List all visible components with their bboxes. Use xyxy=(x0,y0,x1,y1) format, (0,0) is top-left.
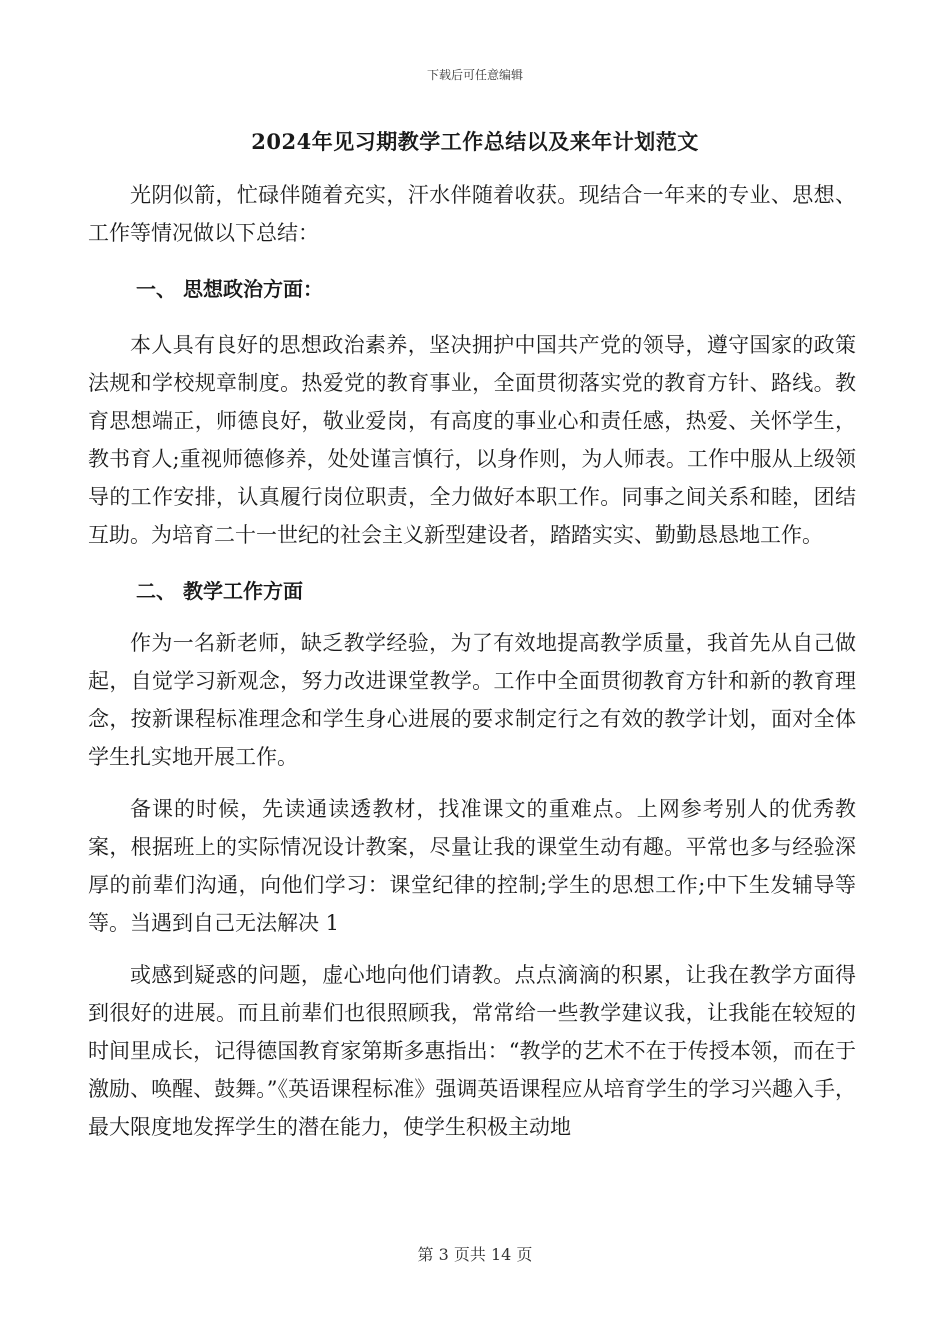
section2-paragraph-1: 作为一名新老师，缺乏教学经验，为了有效地提高教学质量，我首先从自己做起，自觉学习新观念，努力改进课堂教学。工作中全面贯彻教育方针和新的教育理念，按新课程标准理念和学生身心进展的要求制定行之有效的教学计划，面对全体学生扎实地开展工作。 xyxy=(88,631,856,769)
page-header: 下载后可任意编辑 xyxy=(426,68,523,82)
section2-paragraph-2: 备课的时候，先读通读透教材，找准课文的重难点。上网参考别人的优秀教案，根据班上的实际情况设计教案，尽量让我的课堂生动有趣。平常也多与经验深厚的前辈们沟通，向他们学习：课堂纪律的控制;学生的思想工作;中下生发辅导等等。当遇到自己无法解决 1 xyxy=(88,797,856,935)
document-title: 2024年见习期教学工作总结以及来年计划范文 xyxy=(251,129,699,154)
section-heading-1: 一、 思想政治方面： xyxy=(136,277,323,301)
section2-paragraph-3: 或感到疑惑的问题，虚心地向他们请教。点点滴滴的积累，让我在教学方面得到很好的进展。而且前辈们也很照顾我，常常给一些教学建议我，让我能在较短的时间里成长，记得德国教育家第斯多惠指出：“教学的艺术不在于传授本领，而在于激励、唤醒、鼓舞。”《英语课程标准》强调英语课程应从培育学生的学习兴趣入手，最大限度地发挥学生的潜在能力，使学生积极主动地 xyxy=(88,963,856,1139)
page-footer: 第 3 页共 14 页 xyxy=(417,1245,533,1264)
intro-paragraph: 光阴似箭，忙碌伴随着充实，汗水伴随着收获。现结合一年来的专业、思想、工作等情况做以下总结： xyxy=(88,183,856,245)
document-body xyxy=(88,176,856,1146)
section-heading-2: 二、 教学工作方面 xyxy=(136,579,303,603)
section1-paragraph: 本人具有良好的思想政治素养，坚决拥护中国共产党的领导，遵守国家的政策法规和学校规章制度。热爱党的教育事业，全面贯彻落实党的教育方针、路线。教育思想端正，师德良好，敬业爱岗，有高度的事业心和责任感，热爱、关怀学生，教书育人;重视师德修养，处处谨言慎行，以身作则，为人师表。工作中服从上级领导的工作安排，认真履行岗位职责，全力做好本职工作。同事之间关系和睦，团结互助。为培育二十一世纪的社会主义新型建设者，踏踏实实、勤勤恳恳地工作。 xyxy=(88,333,856,547)
